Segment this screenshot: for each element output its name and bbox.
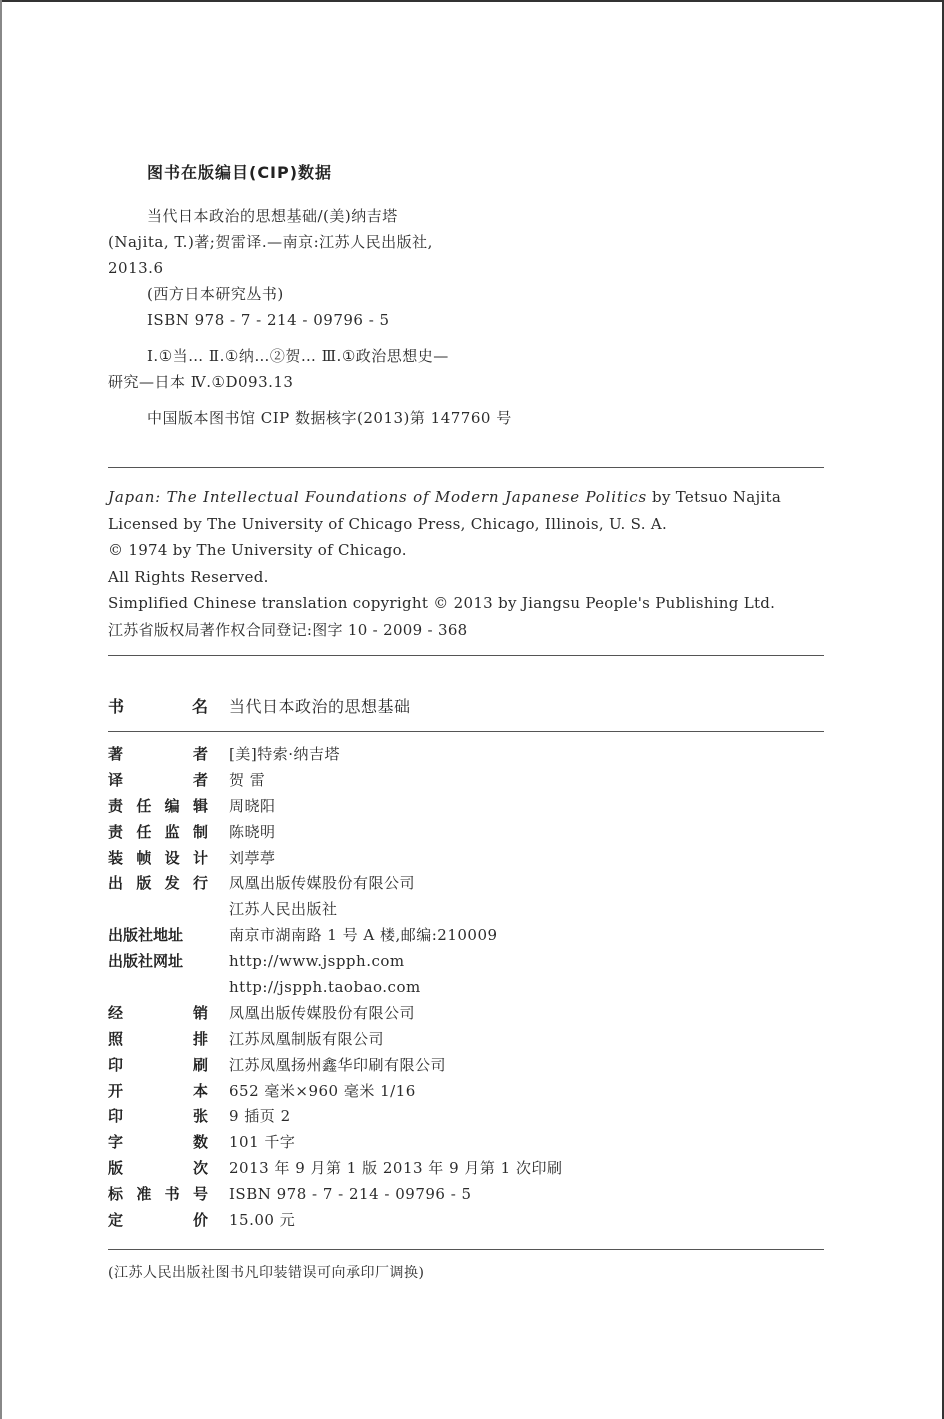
info-label — [108, 1182, 208, 1208]
label-char: 责 — [108, 796, 124, 815]
info-row — [108, 1104, 828, 1130]
footer-note: (江苏人民出版社图书凡印装错误可向承印厂调换) — [108, 1265, 425, 1281]
info-value: 凤凰出版传媒股份有限公司 — [229, 1003, 416, 1022]
info-value: 9 插页 2 — [229, 1107, 291, 1126]
publication-info — [108, 742, 828, 1234]
page-edge-left — [0, 0, 2, 1419]
book-name-value: 当代日本政治的思想基础 — [229, 697, 411, 716]
info-row — [108, 1156, 828, 1182]
info-value: 南京市湖南路 1 号 A 楼,邮编:210009 — [229, 926, 498, 945]
info-row — [108, 1027, 828, 1053]
info-label — [108, 794, 208, 820]
info-label — [108, 1079, 208, 1105]
cip-line: 2013.6 — [108, 259, 164, 277]
label-char: 帧 — [136, 848, 152, 867]
info-value: 江苏凤凰制版有限公司 — [229, 1029, 385, 1048]
divider-rule — [108, 1249, 824, 1250]
label-char: 印 — [108, 1055, 124, 1074]
info-row — [108, 1182, 828, 1208]
label-char: 者 — [192, 770, 208, 789]
label-char: 名 — [191, 697, 208, 716]
info-label — [108, 1130, 208, 1156]
info-value: 15.00 元 — [229, 1211, 296, 1230]
info-row — [108, 949, 828, 975]
info-label — [108, 923, 208, 949]
label-char: 价 — [192, 1211, 208, 1230]
label-char: 版 — [108, 1159, 124, 1178]
book-name-label — [108, 694, 208, 720]
info-row — [108, 820, 828, 846]
info-row — [108, 846, 828, 872]
label-char: 刷 — [192, 1055, 208, 1074]
info-label — [108, 742, 208, 768]
label-char: 印 — [108, 1107, 124, 1126]
cip-record — [108, 203, 828, 431]
label-char: 销 — [192, 1003, 208, 1022]
info-label — [108, 1208, 208, 1234]
english-line: © 1974 by The University of Chicago. — [108, 541, 407, 559]
info-value: 凤凰出版传媒股份有限公司 — [229, 874, 416, 893]
info-value: http://www.jspph.com — [229, 952, 405, 971]
info-label — [108, 1053, 208, 1079]
info-row — [108, 923, 828, 949]
info-label — [108, 871, 208, 897]
info-row — [108, 1079, 828, 1105]
label-char: 次 — [192, 1159, 208, 1178]
label-char: 准 — [136, 1185, 152, 1204]
info-value: 江苏人民出版社 — [229, 900, 338, 919]
english-title-line — [108, 484, 828, 511]
label-char: 任 — [136, 822, 152, 841]
label-char: 照 — [108, 1029, 124, 1048]
english-copyright — [108, 484, 828, 643]
info-value: 江苏凤凰扬州鑫华印刷有限公司 — [229, 1055, 447, 1074]
cip-title: 图书在版编目(CIP)数据 — [147, 163, 333, 182]
label-char: 经 — [108, 1003, 124, 1022]
divider-rule — [108, 731, 824, 732]
label-char: 责 — [108, 822, 124, 841]
label-char: 本 — [192, 1081, 208, 1100]
info-row — [108, 768, 828, 794]
label-char: 编 — [164, 796, 180, 815]
info-row — [108, 794, 828, 820]
info-row — [108, 975, 828, 1001]
info-label — [108, 846, 208, 872]
label-char: 定 — [108, 1211, 124, 1230]
label-char: 装 — [108, 848, 124, 867]
english-title: Japan: The Intellectual Foundations of Modern Japanese Politics — [108, 488, 647, 506]
info-row — [108, 1001, 828, 1027]
label-char: 监 — [164, 822, 180, 841]
label-char: 版 — [136, 874, 152, 893]
info-label — [108, 949, 208, 975]
label-char: 标 — [108, 1185, 124, 1204]
divider-rule — [108, 655, 824, 656]
label-char: 出版社地址 — [108, 926, 184, 945]
info-label — [108, 1156, 208, 1182]
label-char: 任 — [136, 796, 152, 815]
cip-line: (西方日本研究丛书) — [147, 285, 284, 303]
english-line: All Rights Reserved. — [108, 567, 269, 586]
label-char: 制 — [192, 822, 208, 841]
cip-gap — [108, 333, 828, 343]
info-value: 陈晓明 — [229, 822, 276, 841]
cip-line: 当代日本政治的思想基础/(美)纳吉塔 — [147, 207, 398, 225]
english-line: Simplified Chinese translation copyright © 2013 by Jiangsu People's Publishing Ltd. — [108, 594, 776, 612]
info-row — [108, 742, 828, 768]
label-char: 出 — [108, 874, 124, 893]
info-label — [108, 1104, 208, 1130]
divider-rule — [108, 467, 824, 468]
info-value: 刘葶葶 — [229, 848, 276, 867]
label-char: 书 — [164, 1185, 180, 1204]
cip-line: ISBN 978 - 7 - 214 - 09796 - 5 — [147, 311, 390, 329]
cip-line: 研究—日本 Ⅳ.①D093.13 — [108, 373, 294, 391]
label-char: 译 — [108, 770, 124, 789]
info-label — [108, 1027, 208, 1053]
info-label — [108, 897, 208, 923]
info-label — [108, 820, 208, 846]
label-char: 行 — [192, 874, 208, 893]
cip-line: (Najita, T.)著;贺雷译.—南京:江苏人民出版社, — [108, 233, 433, 251]
label-char: 字 — [108, 1133, 124, 1152]
info-row — [108, 1130, 828, 1156]
info-value: ISBN 978 - 7 - 214 - 09796 - 5 — [229, 1185, 472, 1204]
info-label — [108, 975, 208, 1001]
label-char: 号 — [192, 1185, 208, 1204]
cip-line: Ⅰ.①当… Ⅱ.①纳…②贺… Ⅲ.①政治思想史— — [147, 347, 449, 365]
label-char: 发 — [164, 874, 180, 893]
info-row — [108, 871, 828, 897]
info-value: 2013 年 9 月第 1 版 2013 年 9 月第 1 次印刷 — [229, 1159, 563, 1178]
book-name-row — [108, 694, 411, 720]
label-char: 计 — [192, 848, 208, 867]
label-char: 书 — [108, 697, 125, 716]
label-char: 出版社网址 — [108, 952, 184, 971]
label-char: 著 — [108, 745, 124, 763]
info-row — [108, 1208, 828, 1234]
info-value: 101 千字 — [229, 1133, 296, 1152]
info-value: 周晓阳 — [229, 796, 276, 815]
page-edge-top — [0, 0, 944, 2]
label-char: 辑 — [192, 796, 208, 815]
info-value: http://jspph.taobao.com — [229, 978, 421, 997]
info-row — [108, 897, 828, 923]
label-char: 张 — [192, 1107, 208, 1126]
label-char: 开 — [108, 1081, 124, 1100]
label-char: 排 — [192, 1029, 208, 1048]
info-label — [108, 768, 208, 794]
label-char: 者 — [192, 745, 208, 763]
label-char: 设 — [164, 848, 180, 867]
english-line: Licensed by The University of Chicago Press, Chicago, Illinois, U. S. A. — [108, 514, 668, 533]
cip-gap — [108, 395, 828, 405]
info-value: 贺 雷 — [229, 770, 266, 789]
label-char: 数 — [192, 1133, 208, 1152]
english-author: by Tetsuo Najita — [646, 488, 782, 506]
info-label — [108, 1001, 208, 1027]
cip-line: 中国版本图书馆 CIP 数据核字(2013)第 147760 号 — [147, 409, 512, 427]
info-row — [108, 1053, 828, 1079]
info-value: [美]特索·纳吉塔 — [229, 745, 340, 763]
english-line: 江苏省版权局著作权合同登记:图字 10 - 2009 - 368 — [108, 620, 468, 639]
info-value: 652 毫米×960 毫米 1/16 — [229, 1081, 416, 1100]
